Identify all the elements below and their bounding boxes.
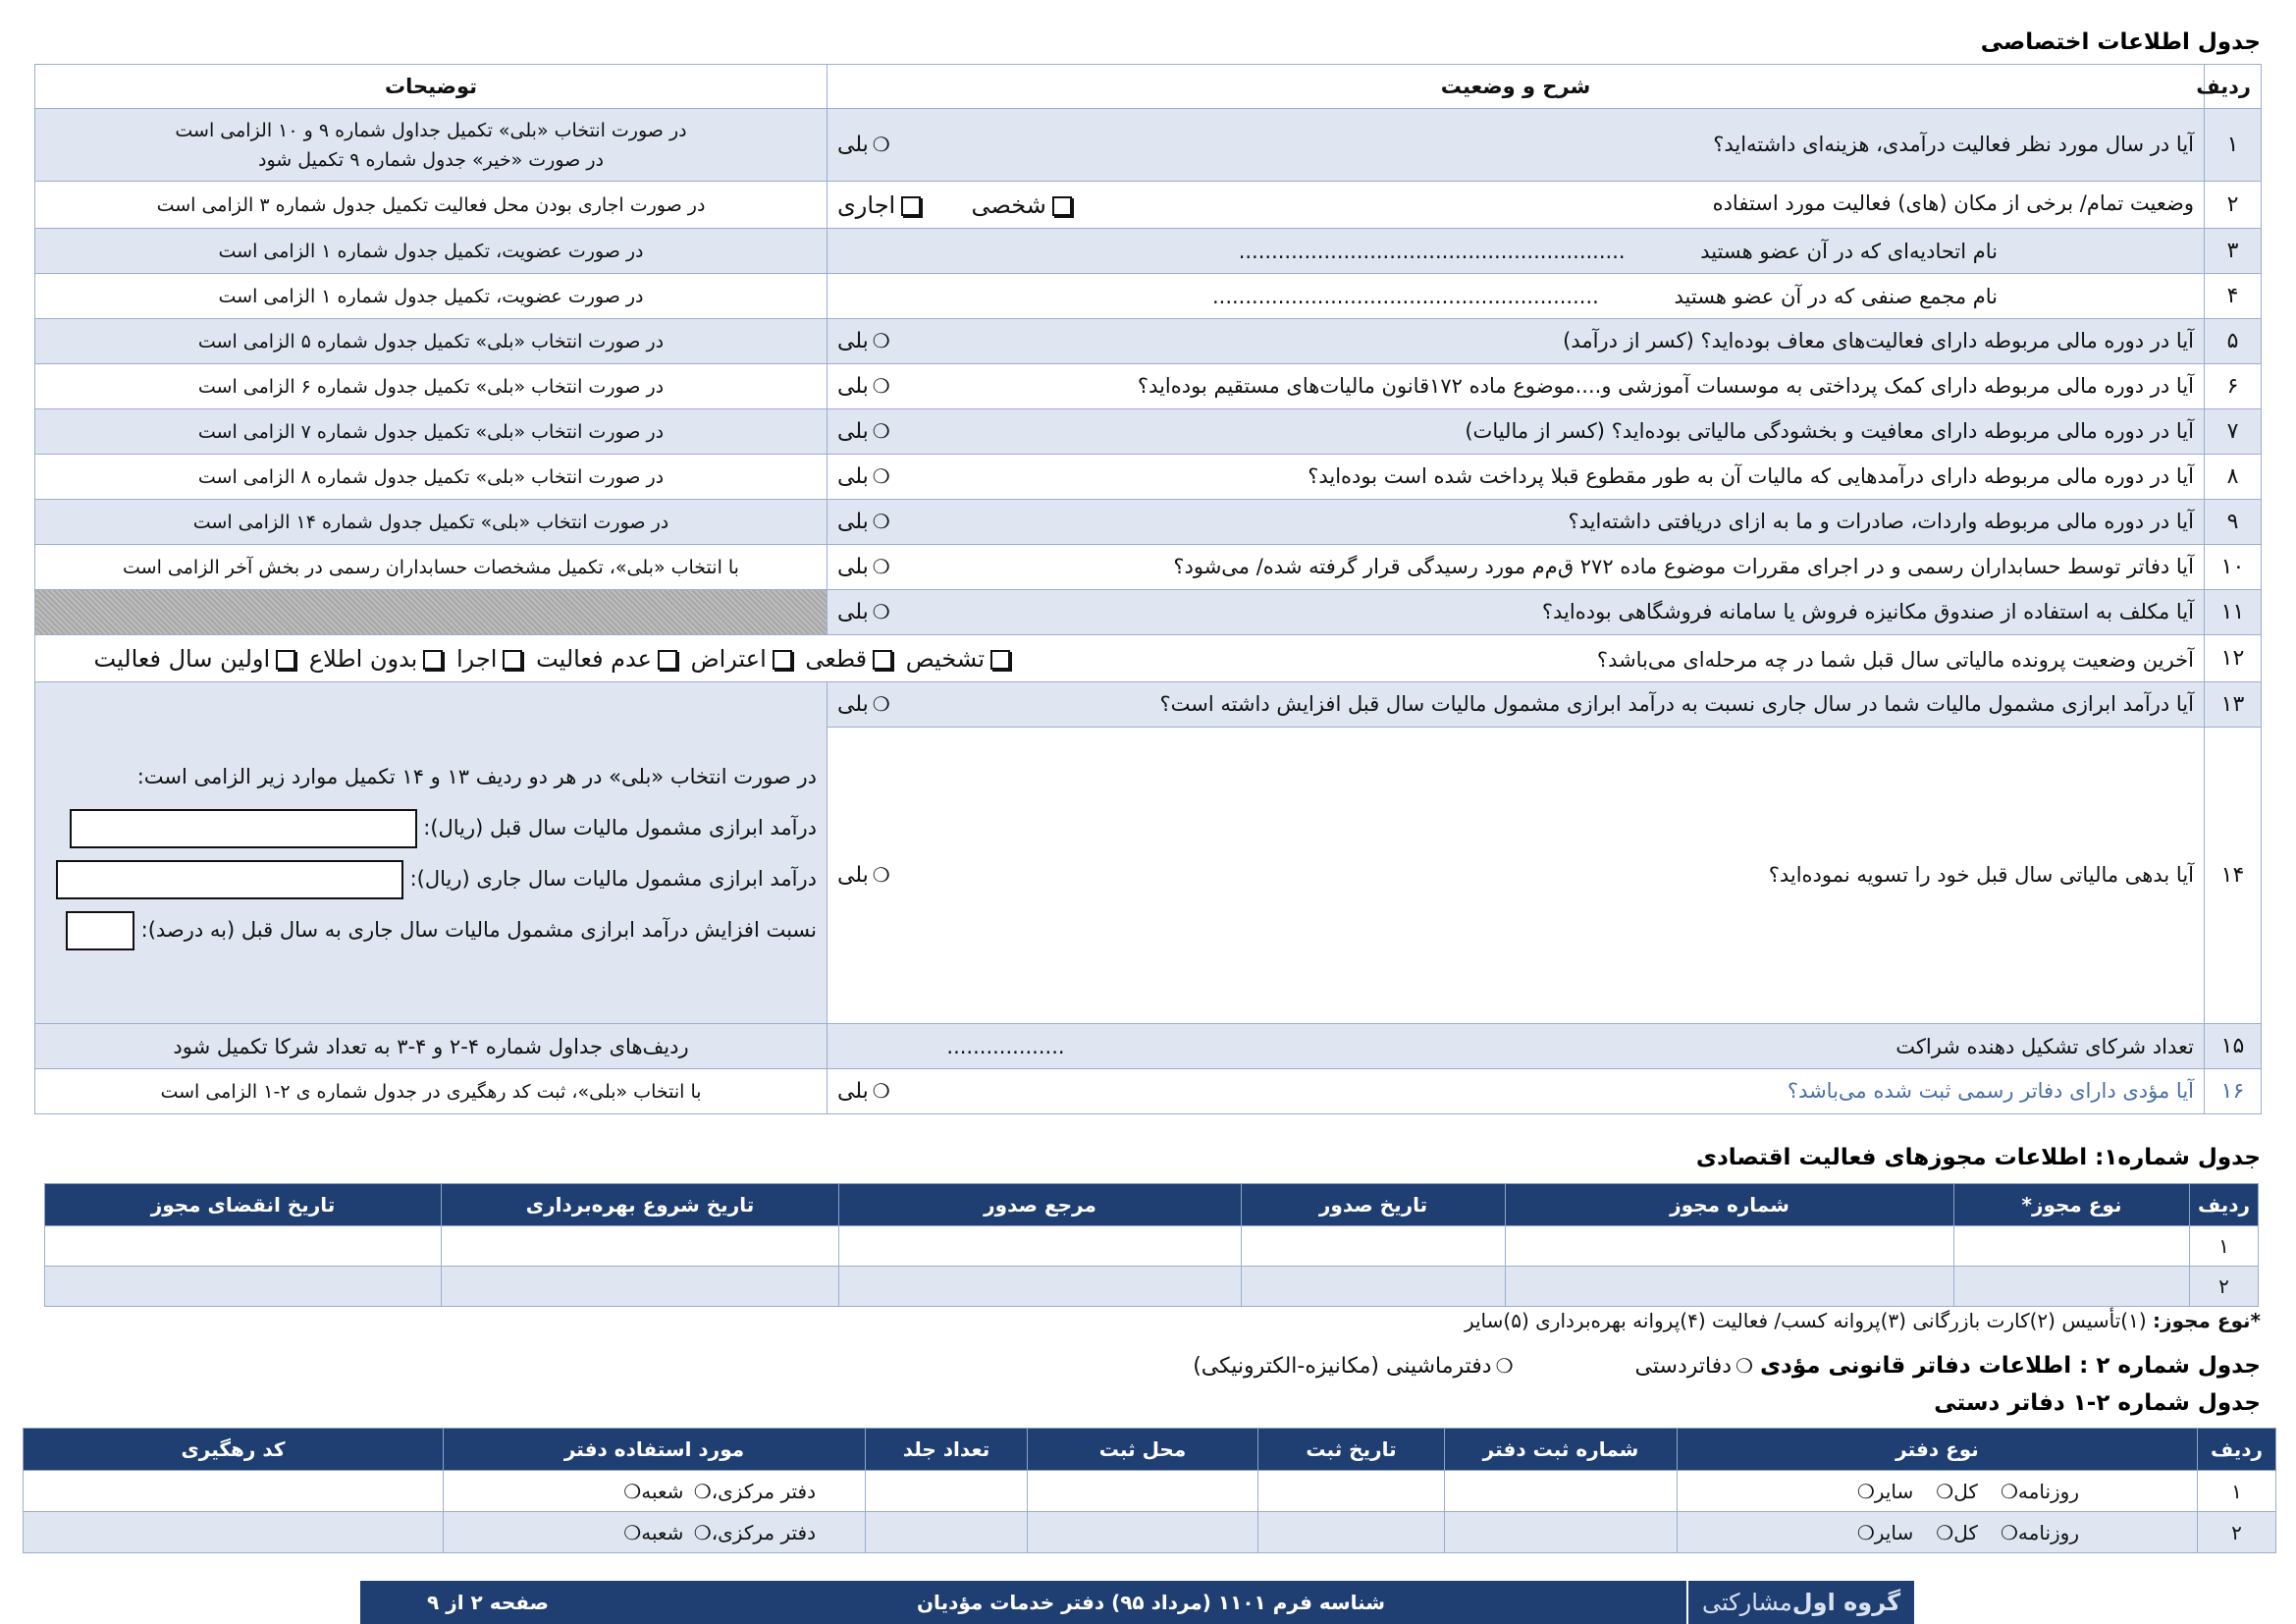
radio-icon: ❍ — [1495, 1354, 1514, 1378]
book-type-other[interactable]: سایر❍ — [1856, 1520, 1914, 1544]
row-question: آیا در دوره مالی مربوطه دارای فعالیت‌های معاف بوده‌اید؟ (کسر از درآمد) — [1563, 329, 2194, 352]
radio-icon: ❍ — [872, 374, 890, 398]
table-row: ۱۱ آیا مکلف به استفاده از صندوق مکانیزه فروش یا سامانه فروشگاهی بوده‌اید؟ ❍بلی — [35, 590, 2262, 635]
col-header: نوع دفتر — [1678, 1429, 2198, 1471]
machine-books-option[interactable]: ❍دفترماشینی (مکانیزه-الکترونیکی) — [1193, 1354, 1514, 1379]
checkbox-icon — [873, 650, 892, 670]
col-header: ردیف — [2190, 1184, 2259, 1226]
status-option[interactable]: عدم فعالیت — [536, 645, 683, 673]
radio-icon: ❍ — [2000, 1479, 2018, 1503]
row-note: در صورت انتخاب «بلی» تکمیل جدول شماره ۱۴ الزامی است — [35, 500, 828, 545]
table-row: ۸ آیا در دوره مالی مربوطه دارای درآمدهایی که مالیات آن به طور مقطوع قبلا پرداخت شده است بوده‌اید؟ ❍بلی در صورت انتخاب «بلی» تکمیل جدول شماره ۸ الزامی است — [35, 455, 2262, 500]
row-question: آیا بدهی مالیاتی سال قبل خود را تسویه نموده‌اید؟ — [1768, 863, 2194, 887]
disabled-cell — [35, 590, 828, 635]
field-label: درآمد ابرازی مشمول مالیات سال جاری (ریال): — [409, 867, 817, 891]
checkbox-icon — [773, 650, 792, 670]
table-row: ۲ وضعیت تمام/ برخی از مکان (های) فعالیت مورد استفاده شخصی اجاری در صورت اجاری بودن محل فعالیت تکمیل جدول شماره ۳ الزامی است — [35, 182, 2262, 229]
radio-icon: ❍ — [1936, 1479, 1954, 1503]
table2-header: جدول شماره ۲ : اطلاعات دفاتر قانونی مؤدی ❍دفاتردستی ❍دفترماشینی (مکانیزه-الکترونیکی) — [1193, 1353, 2261, 1379]
specific-info-table — [34, 64, 2262, 1114]
page-number: صفحه ۲ از ۹ — [427, 1591, 549, 1614]
row-note: با انتخاب «بلی»، تکمیل مشخصات حسابداران رسمی در بخش آخر الزامی است — [35, 545, 828, 590]
increase-percent-field[interactable] — [66, 911, 134, 950]
header-notes: توضیحات — [35, 65, 828, 109]
table-row: ۵ آیا در دوره مالی مربوطه دارای فعالیت‌های معاف بوده‌اید؟ (کسر از درآمد) ❍بلی در صورت انتخاب «بلی» تکمیل جدول شماره ۵ الزامی است — [35, 319, 2262, 364]
col-header: مورد استفاده دفتر — [444, 1429, 866, 1471]
group-label: گروه اول مشارکتی — [1686, 1581, 1914, 1624]
yes-option[interactable]: ❍بلی — [837, 133, 890, 157]
row-note: در صورت انتخاب «بلی» تکمیل جدول شماره ۶ الزامی است — [35, 364, 828, 409]
col-header: مرجع صدور — [839, 1184, 1242, 1226]
row-question: آیا در سال مورد نظر فعالیت درآمدی، هزینه‌ای داشته‌اید؟ — [1713, 133, 2194, 156]
radio-icon: ❍ — [872, 510, 890, 533]
col-header: شماره مجوز — [1506, 1184, 1954, 1226]
table-row: ۱۳ آیا درآمد ابرازی مشمول مالیات شما در سال جاری نسبت به درآمد ابرازی مشمول مالیات سال قبل افزایش داشته است؟ ❍بلی در صورت انتخاب «بلی» در هر دو ردیف ۱۳ و ۱۴ تکمیل موارد زیر الزامی است: درآمد ابرازی مشمول مالیات سال قبل (ریال): درآمد ابرازی مشمول مالیات سال جاری (ریال): نسبت افزایش درآمد ابرازی مشمول مالیات سال جاری به سال قبل (به درصد): — [35, 682, 2262, 728]
row-question: وضعیت تمام/ برخی از مکان (های) فعالیت مورد استفاده — [1712, 190, 2194, 215]
row-note: در صورت عضویت، تکمیل جدول شماره ۱ الزامی است — [35, 229, 828, 274]
field-label: درآمد ابرازی مشمول مالیات سال قبل (ریال): — [423, 816, 817, 839]
row-question: آیا مکلف به استفاده از صندوق مکانیزه فروش یا سامانه فروشگاهی بوده‌اید؟ — [1541, 600, 2194, 623]
checkbox-icon — [901, 196, 921, 216]
radio-icon: ❍ — [872, 555, 890, 578]
table-row: ۳ نام اتحادیه‌ای که در آن عضو هستید ........................................................... در صورت عضویت، تکمیل جدول شماره ۱ الزامی است — [35, 229, 2262, 274]
current-year-income-field[interactable] — [56, 860, 403, 899]
row-question: آخرین وضعیت پرونده مالیاتی سال قبل شما در چه مرحله‌ای می‌باشد؟ — [1596, 647, 2194, 672]
table-row: ۱۰ آیا دفاتر توسط حسابداران رسمی و در اجرای مقررات موضوع ماده ۲۷۲ ق‌م‌م مورد رسیدگی قرار گرفته شده/ می‌شود؟ ❍بلی با انتخاب «بلی»، تکمیل مشخصات حسابداران رسمی در بخش آخر الزامی است — [35, 545, 2262, 590]
prev-year-income-field[interactable] — [70, 809, 417, 848]
col-header: کد رهگیری — [24, 1429, 444, 1471]
page-footer — [360, 1581, 1914, 1624]
row-note: در صورت انتخاب «بلی» در هر دو ردیف ۱۳ و ۱۴ تکمیل موارد زیر الزامی است: — [136, 765, 817, 788]
checkbox-icon — [1052, 196, 1072, 216]
book-type-options — [1678, 1471, 2198, 1512]
col-header: نوع مجوز* — [1954, 1184, 2190, 1226]
main-title: جدول اطلاعات اختصاصی — [1980, 29, 2261, 55]
book-type-general[interactable]: کل❍ — [1936, 1479, 1978, 1503]
book-usage-options — [444, 1471, 866, 1512]
yes-option[interactable]: ❍بلی — [837, 863, 890, 888]
checkbox-icon — [658, 650, 677, 670]
row-note: در صورت انتخاب «بلی» تکمیل جدول شماره ۵ الزامی است — [35, 319, 828, 364]
row-question: آیا مؤدی دارای دفاتر رسمی ثبت شده می‌باشد؟ — [1787, 1079, 2194, 1103]
yes-option[interactable]: ❍بلی — [837, 419, 890, 444]
fill-dots[interactable]: ........................................................... — [1238, 239, 1626, 263]
yes-option[interactable]: ❍بلی — [837, 600, 890, 624]
header-idx: ردیف — [2205, 65, 2262, 109]
col-header: تعداد جلد — [866, 1429, 1028, 1471]
form-id: شناسه فرم ۱۱۰۱ (مرداد ۹۵) دفتر خدمات مؤدیان — [916, 1591, 1386, 1614]
manual-books-table — [23, 1428, 2276, 1553]
book-type-journal[interactable]: روزنامه❍ — [2000, 1520, 2079, 1544]
yes-option[interactable]: ❍بلی — [837, 464, 890, 489]
row-question: نام اتحادیه‌ای که در آن عضو هستید — [1700, 239, 1998, 263]
yes-option[interactable]: ❍بلی — [837, 1079, 890, 1104]
yes-option[interactable]: ❍بلی — [837, 329, 890, 353]
book-type-other[interactable]: سایر❍ — [1856, 1479, 1914, 1503]
radio-icon: ❍ — [872, 133, 890, 156]
row-question: آیا دفاتر توسط حسابداران رسمی و در اجرای مقررات موضوع ماده ۲۷۲ ق‌م‌م مورد رسیدگی قرار گرفته شده/ می‌شود؟ — [1173, 555, 2194, 578]
table-row: ۱ روزنامه❍ کل❍ سایر❍ دفتر مرکزی،❍ شعبه❍ — [24, 1471, 2276, 1512]
usage-central[interactable]: دفتر مرکزی،❍ — [693, 1479, 816, 1503]
yes-option[interactable]: ❍بلی — [837, 692, 890, 717]
radio-icon: ❍ — [872, 329, 890, 352]
option-rent[interactable]: اجاری — [837, 191, 927, 219]
radio-icon: ❍ — [872, 600, 890, 623]
header-desc: شرح و وضعیت — [828, 65, 2205, 109]
table-row: ۱۵ تعداد شرکای تشکیل دهنده شراکت .................. ردیف‌های جداول شماره ۴-۲ و ۴-۳ به تعداد شرکا تکمیل شود — [35, 1024, 2262, 1069]
yes-option[interactable]: ❍بلی — [837, 555, 890, 579]
col-header: ردیف — [2198, 1429, 2276, 1471]
radio-icon: ❍ — [872, 1079, 890, 1103]
status-option[interactable]: تشخیص — [906, 645, 1016, 673]
radio-icon: ❍ — [693, 1520, 712, 1544]
row-question: آیا در دوره مالی مربوطه دارای کمک پرداختی به موسسات آموزشی و....موضوع ماده ۱۷۲قانون مالیات‌های مستقیم بوده‌اید؟ — [1137, 374, 2194, 398]
table-row: ۱۲ آخرین وضعیت پرونده مالیاتی سال قبل شما در چه مرحله‌ای می‌باشد؟ تشخیص قطعی اعتراض عدم فعالیت اجرا بدون اطلاع اولین سال فعالیت — [35, 635, 2262, 682]
licenses-table — [44, 1183, 2259, 1307]
status-option[interactable]: اولین سال فعالیت — [94, 645, 302, 673]
usage-branch[interactable]: شعبه❍ — [623, 1520, 684, 1544]
row-note: در صورت انتخاب «بلی» تکمیل جداول شماره ۹ و ۱۰ الزامی است — [175, 119, 687, 141]
book-type-options — [1678, 1512, 2198, 1553]
status-option[interactable]: اعتراض — [691, 645, 798, 673]
col-header: شماره ثبت دفتر — [1445, 1429, 1678, 1471]
fill-dots[interactable]: ........................................................... — [1211, 284, 1599, 308]
radio-icon: ❍ — [1856, 1479, 1875, 1503]
radio-icon: ❍ — [872, 464, 890, 488]
row-question: آیا در دوره مالی مربوطه واردات، صادرات و ما به ازای دریافتی داشته‌اید؟ — [1568, 510, 2194, 533]
table-row: ۱۴ آیا بدهی مالیاتی سال قبل خود را تسویه نموده‌اید؟ ❍بلی — [35, 728, 2262, 1024]
table-row: ۷ آیا در دوره مالی مربوطه دارای معافیت و بخشودگی مالیاتی بوده‌اید؟ (کسر از مالیات) ❍بلی در صورت انتخاب «بلی» تکمیل جدول شماره ۷ الزامی است — [35, 409, 2262, 455]
table-row: ۴ نام مجمع صنفی که در آن عضو هستید ........................................................... در صورت عضویت، تکمیل جدول شماره ۱ الزامی است — [35, 274, 2262, 319]
row-question: آیا درآمد ابرازی مشمول مالیات شما در سال جاری نسبت به درآمد ابرازی مشمول مالیات سال قبل افزایش داشته است؟ — [1159, 692, 2194, 716]
status-option[interactable]: قطعی — [805, 645, 898, 673]
col-header: تاریخ صدور — [1242, 1184, 1506, 1226]
row-note: ردیف‌های جداول شماره ۴-۲ و ۴-۳ به تعداد شرکا تکمیل شود — [35, 1024, 828, 1069]
status-option[interactable]: اجرا — [456, 645, 528, 673]
table-row: ۲ روزنامه❍ کل❍ سایر❍ دفتر مرکزی،❍ شعبه❍ — [24, 1512, 2276, 1553]
table21-title: جدول شماره ۲-۱ دفاتر دستی — [1934, 1390, 2261, 1416]
row-note: با انتخاب «بلی»، ثبت کد رهگیری در جدول شماره ی ۲-۱ الزامی است — [35, 1069, 828, 1114]
radio-icon: ❍ — [1735, 1354, 1753, 1378]
row-note: در صورت انتخاب «بلی» تکمیل جدول شماره ۷ الزامی است — [35, 409, 828, 455]
row-question: آیا در دوره مالی مربوطه دارای درآمدهایی که مالیات آن به طور مقطوع قبلا پرداخت شده است بوده‌اید؟ — [1308, 464, 2194, 488]
radio-icon: ❍ — [623, 1479, 642, 1503]
table-row: ۱ — [45, 1226, 2259, 1267]
row-question: نام مجمع صنفی که در آن عضو هستید — [1674, 284, 1998, 308]
row-question: آیا در دوره مالی مربوطه دارای معافیت و بخشودگی مالیاتی بوده‌اید؟ (کسر از مالیات) — [1465, 419, 2194, 443]
book-usage-options — [444, 1512, 866, 1553]
table-row: ۶ آیا در دوره مالی مربوطه دارای کمک پرداختی به موسسات آموزشی و....موضوع ماده ۱۷۲قانون مالیات‌های مستقیم بوده‌اید؟ ❍بلی در صورت انتخاب «بلی» تکمیل جدول شماره ۶ الزامی است — [35, 364, 2262, 409]
usage-branch[interactable]: شعبه❍ — [623, 1479, 684, 1503]
radio-icon: ❍ — [1856, 1520, 1875, 1544]
col-header: محل ثبت — [1028, 1429, 1258, 1471]
row-question: تعداد شرکای تشکیل دهنده شراکت — [1896, 1034, 2194, 1058]
radio-icon: ❍ — [872, 419, 890, 443]
row-note: در صورت عضویت، تکمیل جدول شماره ۱ الزامی است — [35, 274, 828, 319]
table-row: ۱۶ آیا مؤدی دارای دفاتر رسمی ثبت شده می‌باشد؟ ❍بلی با انتخاب «بلی»، ثبت کد رهگیری در جدول شماره ی ۲-۱ الزامی است — [35, 1069, 2262, 1114]
table-row: ۲ — [45, 1267, 2259, 1307]
row-note: در صورت «خیر» جدول شماره ۹ تکمیل شود — [258, 148, 604, 171]
book-type-general[interactable]: کل❍ — [1936, 1520, 1978, 1544]
radio-icon: ❍ — [693, 1479, 712, 1503]
usage-central[interactable]: دفتر مرکزی،❍ — [693, 1520, 816, 1544]
col-header: تاریخ شروع بهره‌برداری — [442, 1184, 839, 1226]
table1-title: جدول شماره۱: اطلاعات مجوزهای فعالیت اقتصادی — [1695, 1145, 2261, 1170]
radio-icon: ❍ — [623, 1520, 642, 1544]
book-type-journal[interactable]: روزنامه❍ — [2000, 1479, 2079, 1503]
row-note: در صورت اجاری بودن محل فعالیت تکمیل جدول شماره ۳ الزامی است — [35, 182, 828, 229]
option-personal[interactable]: شخصی — [971, 191, 1077, 219]
yes-option[interactable]: ❍بلی — [837, 374, 890, 399]
radio-icon: ❍ — [872, 692, 890, 716]
license-type-footnote: *نوع مجوز: (۱)تأسیس (۲)کارت بازرگانی (۳)پروانه کسب/ فعالیت (۴)پروانه بهره‌برداری (۵)سایر — [1464, 1309, 2261, 1332]
radio-icon: ❍ — [872, 863, 890, 887]
row-note: در صورت انتخاب «بلی» تکمیل جدول شماره ۸ الزامی است — [35, 455, 828, 500]
checkbox-icon — [276, 650, 295, 670]
radio-icon: ❍ — [2000, 1520, 2018, 1544]
checkbox-icon — [503, 650, 522, 670]
field-label: نسبت افزایش درآمد ابرازی مشمول مالیات سال جاری به سال قبل (به درصد): — [140, 918, 817, 942]
table-row: ۹ آیا در دوره مالی مربوطه واردات، صادرات و ما به ازای دریافتی داشته‌اید؟ ❍بلی در صورت انتخاب «بلی» تکمیل جدول شماره ۱۴ الزامی است — [35, 500, 2262, 545]
checkbox-icon — [990, 650, 1010, 670]
radio-icon: ❍ — [1936, 1520, 1954, 1544]
fill-dots[interactable]: .................. — [946, 1034, 1065, 1058]
col-header: تاریخ ثبت — [1258, 1429, 1445, 1471]
manual-books-option[interactable]: ❍دفاتردستی — [1634, 1354, 1753, 1379]
yes-option[interactable]: ❍بلی — [837, 510, 890, 534]
status-option[interactable]: بدون اطلاع — [309, 645, 450, 673]
col-header: تاریخ انقضای مجوز — [45, 1184, 442, 1226]
checkbox-icon — [423, 650, 443, 670]
table-row: ۱ آیا در سال مورد نظر فعالیت درآمدی، هزینه‌ای داشته‌اید؟ ❍بلی در صورت انتخاب «بلی» تکمیل جداول شماره ۹ و ۱۰ الزامی است در صورت «خیر» جدول شماره ۹ تکمیل شود — [35, 109, 2262, 182]
